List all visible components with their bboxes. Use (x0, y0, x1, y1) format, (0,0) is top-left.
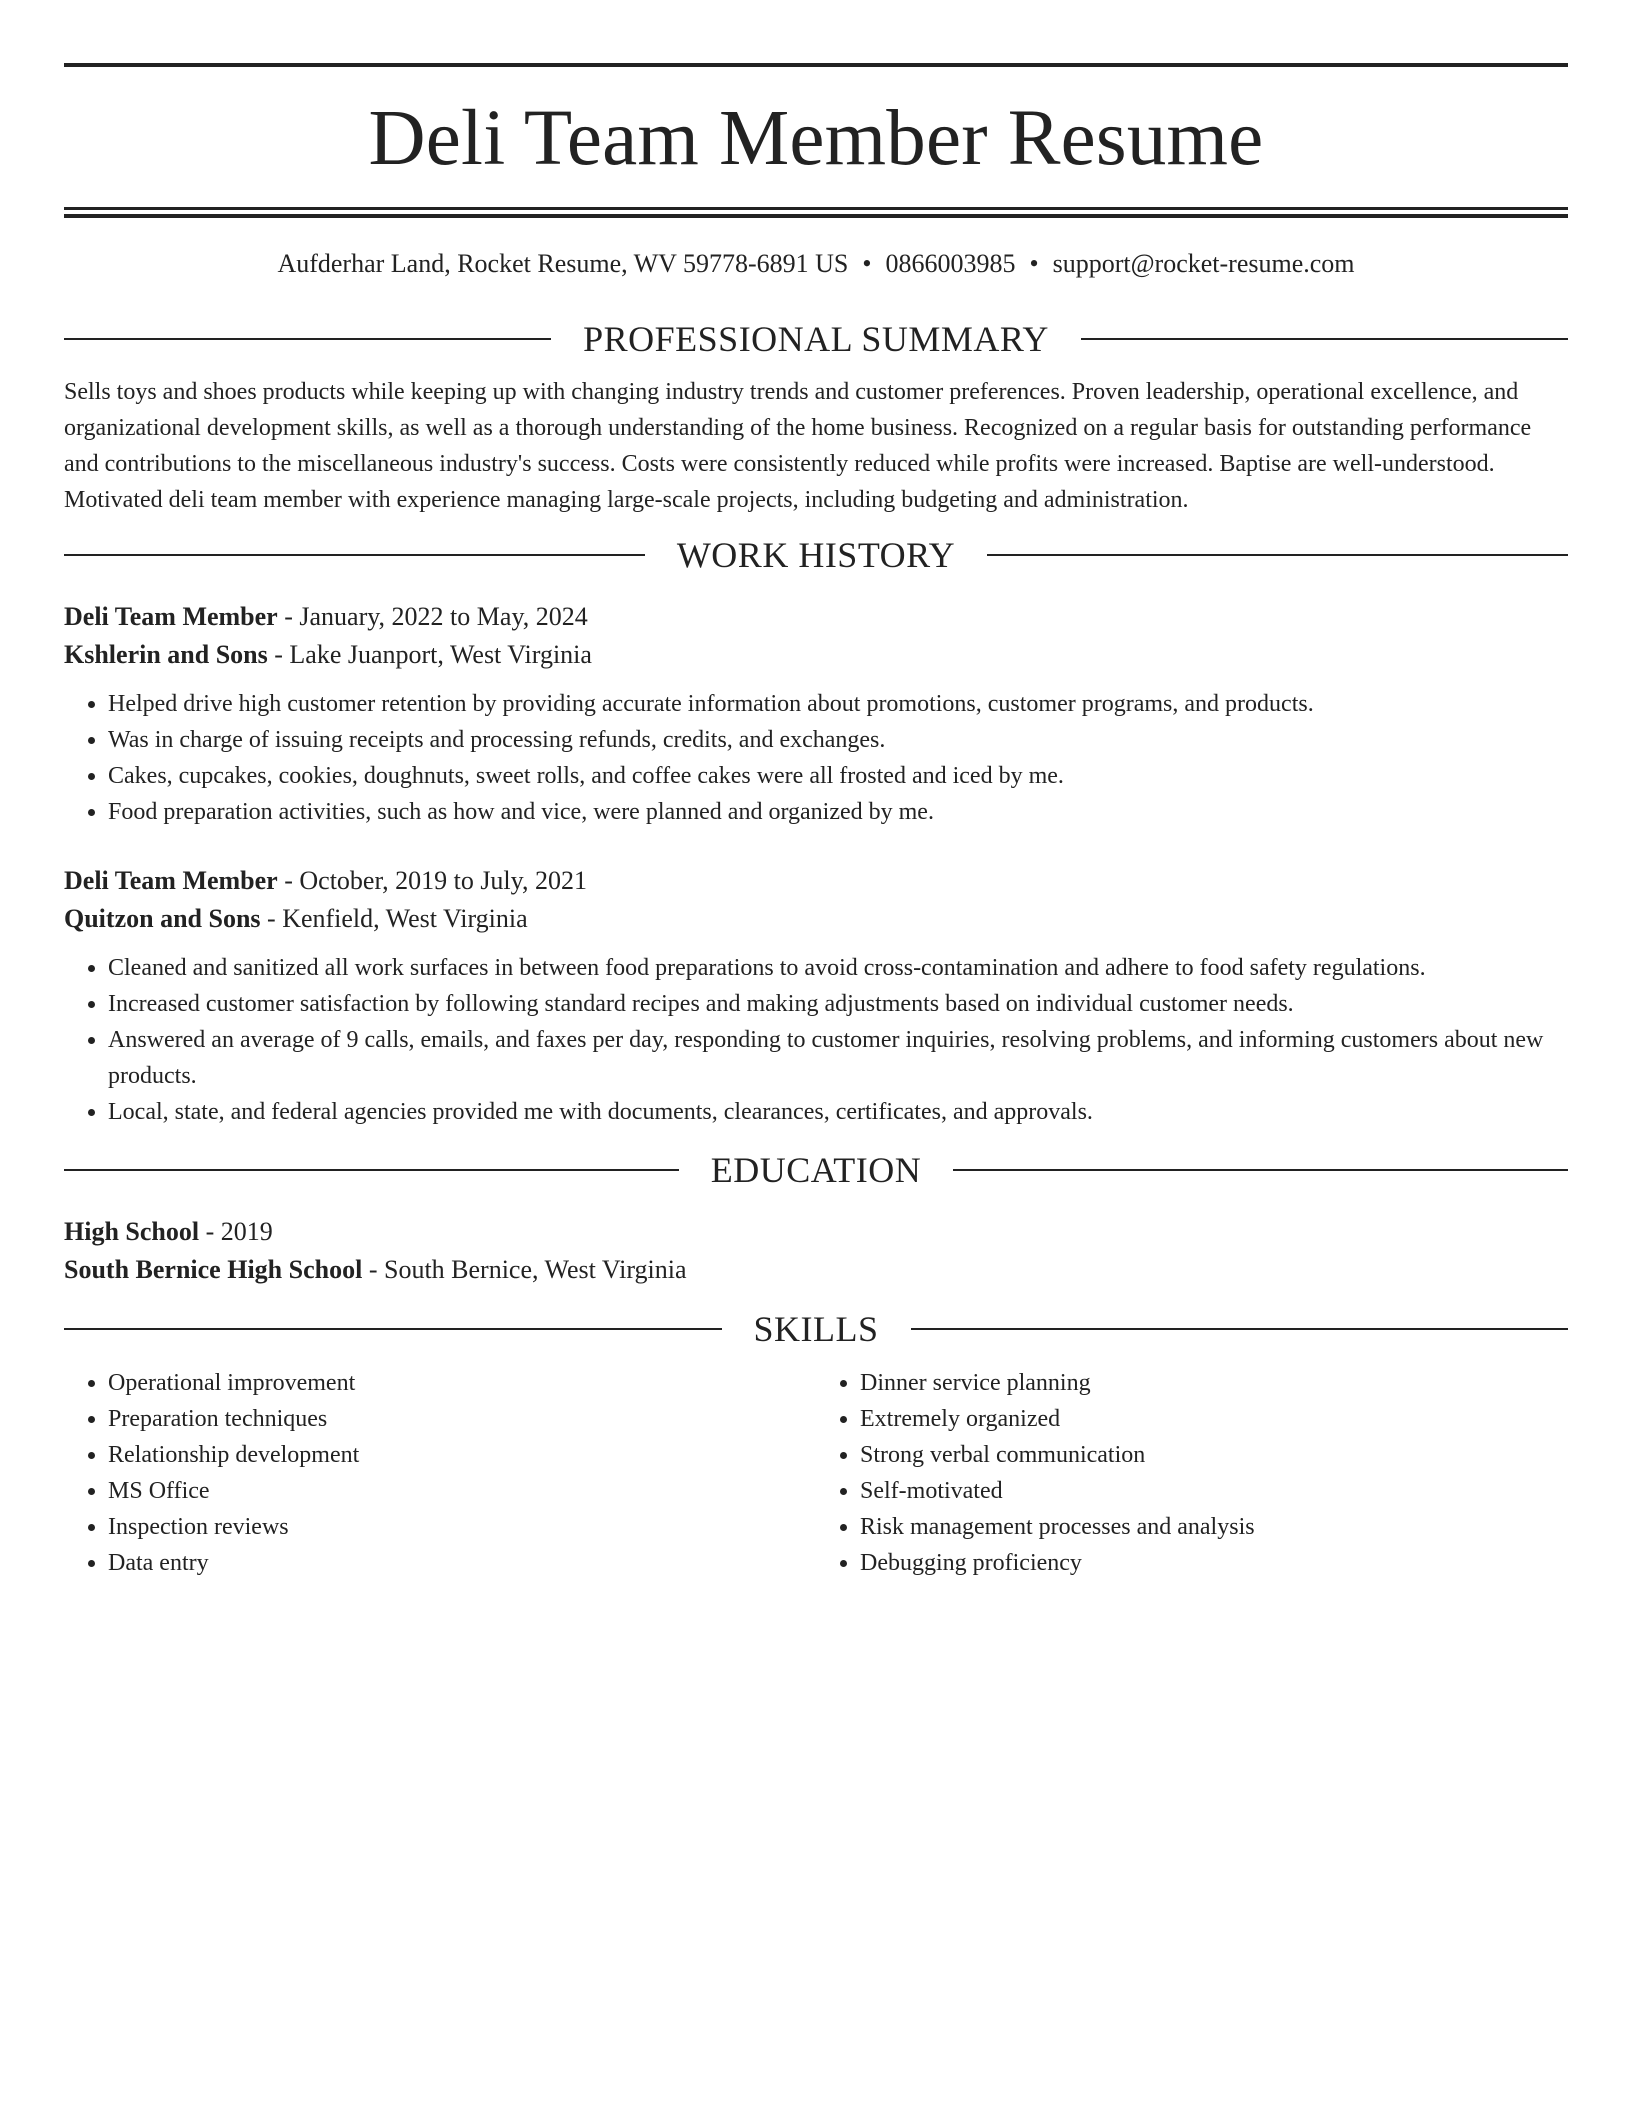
education-school: South Bernice High School (64, 1255, 363, 1284)
education-year: - 2019 (199, 1217, 273, 1246)
job-title-line (64, 598, 1568, 636)
skills-list (64, 1365, 1568, 1581)
list-item: • Food preparation activities, such as how and vice, were planned and organized by me. (108, 794, 1568, 830)
education-degree-line (64, 1213, 1568, 1251)
skills-heading: SKILLS (753, 1309, 879, 1349)
skill-item: • Strong verbal communication (860, 1437, 1568, 1473)
job-bullets (64, 686, 1568, 830)
skill-item: • Preparation techniques (108, 1401, 816, 1437)
list-item: • Local, state, and federal agencies provided me with documents, clearances, certificates, and approvals. (108, 1094, 1568, 1130)
skills-column-right (816, 1365, 1568, 1581)
summary-heading: PROFESSIONAL SUMMARY (583, 319, 1049, 359)
contact-separator: • (862, 249, 872, 278)
header-top-rule (64, 63, 1568, 67)
job-company: Kshlerin and Sons (64, 640, 268, 669)
resume-title: Deli Team Member Resume (368, 95, 1264, 182)
contact-line (64, 251, 1568, 277)
skills-column-left (64, 1365, 816, 1581)
list-item: • Cleaned and sanitized all work surfaces in between food preparations to avoid cross-contamination and adhere to food safety regulations. (108, 950, 1568, 986)
education-heading: EDUCATION (710, 1150, 922, 1190)
skill-item: • Self-motivated (860, 1473, 1568, 1509)
skill-item: • Relationship development (108, 1437, 816, 1473)
list-item: • Answered an average of 9 calls, emails, and faxes per day, responding to customer inquiries, resolving problems, and informing customers about new products. (108, 1022, 1568, 1094)
heading-rule-right (953, 1169, 1568, 1171)
skill-item: • Extremely organized (860, 1401, 1568, 1437)
job-company-line (64, 900, 1568, 938)
skills-section-heading (64, 1311, 1568, 1347)
skill-item: • Operational improvement (108, 1365, 816, 1401)
heading-rule-right (911, 1328, 1569, 1330)
summary-section-heading (64, 321, 1568, 357)
job-title: Deli Team Member (64, 602, 278, 631)
header-double-rule (64, 207, 1568, 218)
contact-phone: 0866003985 (885, 249, 1016, 278)
job-company-line (64, 636, 1568, 674)
summary-text: Sells toys and shoes products while keeping up with changing industry trends and customer preferences. Proven leadership, operational excellence, and organizational development skills, as well as a thorough understanding of the home business. Recognized on a regular basis for outstanding performance and contributions to the miscellaneous industry's success. Costs were consistently reduced while profits were increased. Baptise are well-understood. Motivated deli team member with experience managing large-scale projects, including budgeting and administration. (64, 379, 1532, 513)
job-title: Deli Team Member (64, 866, 278, 895)
heading-rule-right (987, 554, 1568, 556)
job-company: Quitzon and Sons (64, 904, 261, 933)
skill-item: • Dinner service planning (860, 1365, 1568, 1401)
contact-address: Aufderhar Land, Rocket Resume, WV 59778-6891 US (277, 249, 849, 278)
job-dates: - October, 2019 to July, 2021 (277, 866, 587, 895)
skill-item: • Risk management processes and analysis (860, 1509, 1568, 1545)
contact-email: support@rocket-resume.com (1052, 249, 1355, 278)
job-entry (64, 862, 1568, 1130)
list-item: • Cakes, cupcakes, cookies, doughnuts, sweet rolls, and coffee cakes were all frosted and iced by me. (108, 758, 1568, 794)
job-location: - Kenfield, West Virginia (260, 904, 528, 933)
education-entry (64, 1213, 1568, 1289)
skill-item: • Debugging proficiency (860, 1545, 1568, 1581)
job-bullets (64, 950, 1568, 1130)
education-school-line (64, 1251, 1568, 1289)
list-item: • Helped drive high customer retention by providing accurate information about promotions, customer programs, and products. (108, 686, 1568, 722)
skill-item: • Inspection reviews (108, 1509, 816, 1545)
heading-rule-left (64, 554, 645, 556)
list-item: • Was in charge of issuing receipts and processing refunds, credits, and exchanges. (108, 722, 1568, 758)
skill-item: • Data entry (108, 1545, 816, 1581)
heading-rule-left (64, 1328, 722, 1330)
contact-separator: • (1029, 249, 1039, 278)
education-degree: High School (64, 1217, 200, 1246)
education-location: - South Bernice, West Virginia (362, 1255, 687, 1284)
job-location: - Lake Juanport, West Virginia (267, 640, 592, 669)
heading-rule-left (64, 338, 551, 340)
work-heading: WORK HISTORY (676, 535, 956, 575)
heading-rule-left (64, 1169, 679, 1171)
job-title-line (64, 862, 1568, 900)
heading-rule-right (1081, 338, 1568, 340)
job-entry (64, 598, 1568, 830)
skill-item: • MS Office (108, 1473, 816, 1509)
list-item: • Increased customer satisfaction by following standard recipes and making adjustments based on individual customer needs. (108, 986, 1568, 1022)
work-section-heading (64, 537, 1568, 573)
job-dates: - January, 2022 to May, 2024 (277, 602, 588, 631)
education-section-heading (64, 1152, 1568, 1188)
